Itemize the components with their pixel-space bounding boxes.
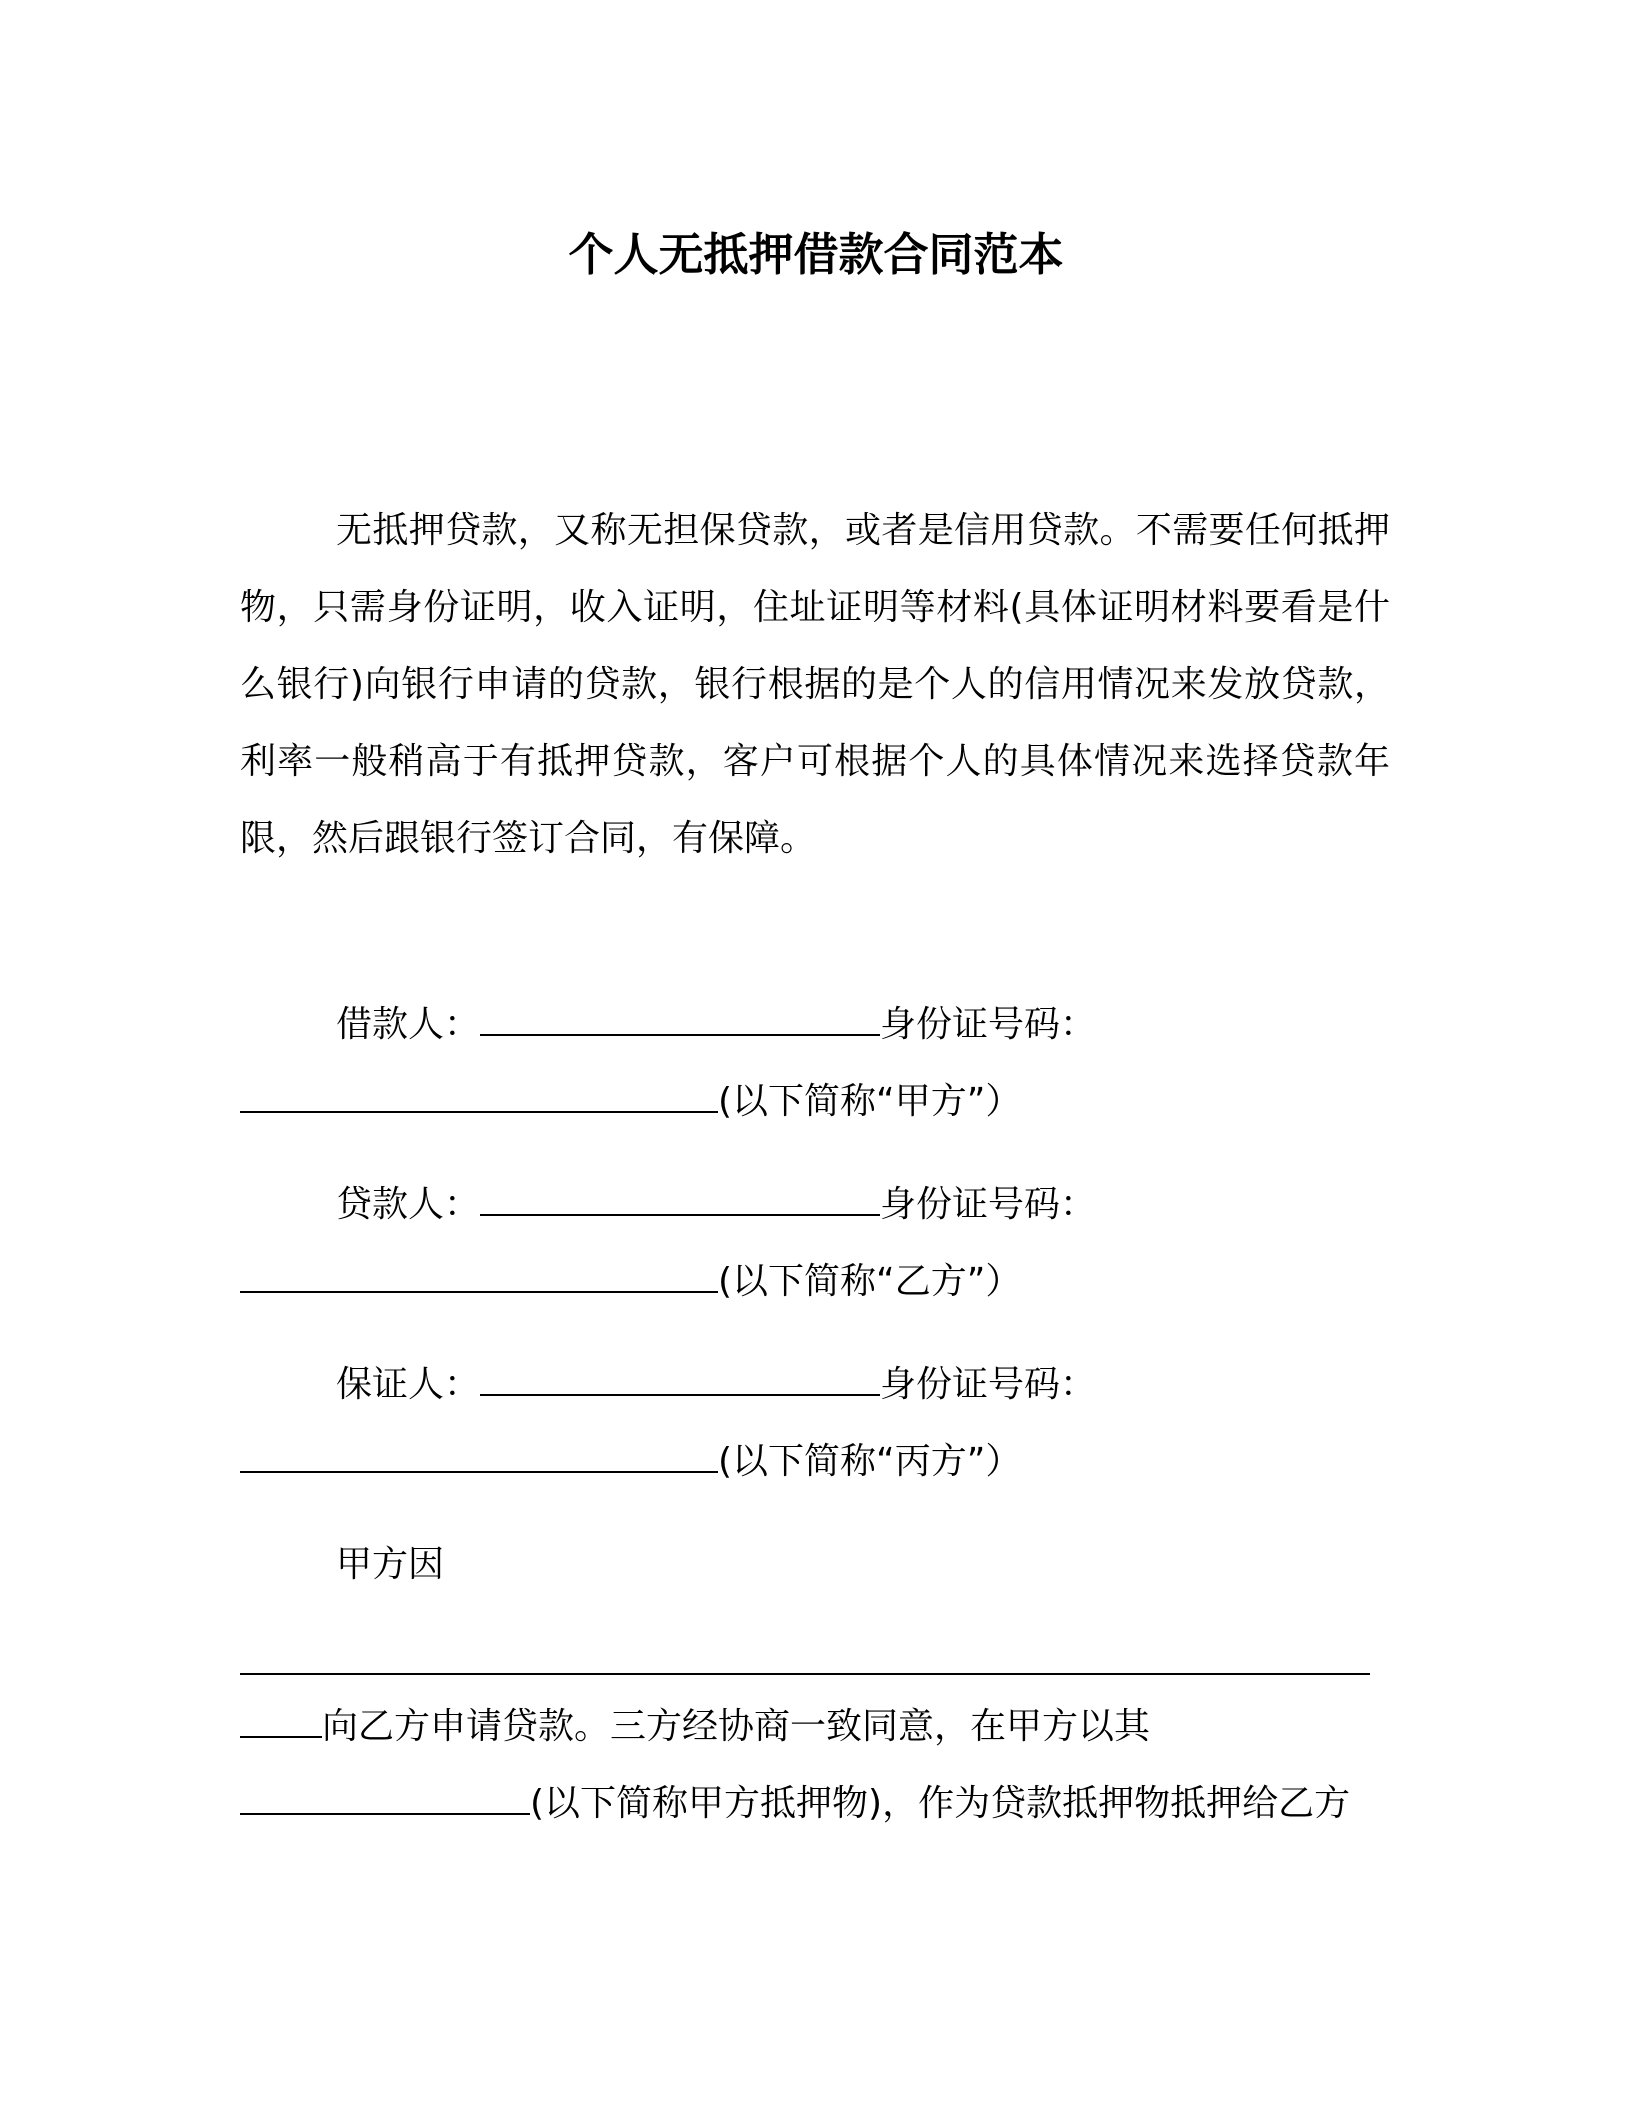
collateral-text: (以下简称甲方抵押物)，作为贷款抵押物抵押给乙方: [530, 1783, 1351, 1824]
guarantor-id-label: 身份证号码：: [880, 1364, 1097, 1405]
lender-line: [336, 1181, 1096, 1229]
collateral-blank: [240, 1783, 530, 1815]
guarantor-line: [336, 1361, 1096, 1409]
reason-line: [336, 1541, 444, 1589]
collateral-line: [240, 1780, 1350, 1828]
document-title: 个人无抵押借款合同范本: [568, 228, 1064, 281]
borrower-label: 借款人：: [336, 1004, 481, 1045]
reason-blank: [240, 1643, 1370, 1675]
lender-label: 贷款人：: [336, 1184, 481, 1225]
lender-id-blank: [240, 1261, 718, 1293]
reason-label: 甲方因: [336, 1544, 445, 1585]
borrower-name-blank: [480, 1004, 880, 1036]
lender-id-label: 身份证号码：: [880, 1184, 1097, 1225]
borrower-alias: (以下简称“甲方”）: [718, 1081, 1022, 1122]
borrower-line: [336, 1001, 1096, 1049]
borrower-id-line: [240, 1078, 1021, 1126]
guarantor-name-blank: [480, 1364, 880, 1396]
guarantor-alias: (以下简称“丙方”）: [718, 1441, 1022, 1482]
apply-text: 向乙方申请贷款。三方经协商一致同意，在甲方以其: [322, 1706, 1151, 1747]
intro-paragraph: 无抵押贷款，又称无担保贷款，或者是信用贷款。不需要任何抵押物，只需身份证明，收入证明，住址证明等材料(具体证明材料要看是什么银行)向银行申请的贷款，银行根据的是个人的信用情况来发放贷款，利率一般稍高于有抵押贷款，客户可根据个人的具体情况来选择贷款年限，然后跟银行签订合同，有保障。: [240, 510, 1390, 859]
lender-id-line: [240, 1258, 1021, 1306]
guarantor-label: 保证人：: [336, 1364, 481, 1405]
guarantor-id-blank: [240, 1441, 718, 1473]
lender-alias: (以下简称“乙方”）: [718, 1261, 1022, 1302]
guarantor-id-line: [240, 1438, 1021, 1486]
reason-blank-tail: [240, 1706, 322, 1738]
borrower-id-blank: [240, 1081, 718, 1113]
apply-line: [240, 1703, 1150, 1751]
lender-name-blank: [480, 1184, 880, 1216]
reason-blank-line: [240, 1640, 1370, 1688]
borrower-id-label: 身份证号码：: [880, 1004, 1097, 1045]
